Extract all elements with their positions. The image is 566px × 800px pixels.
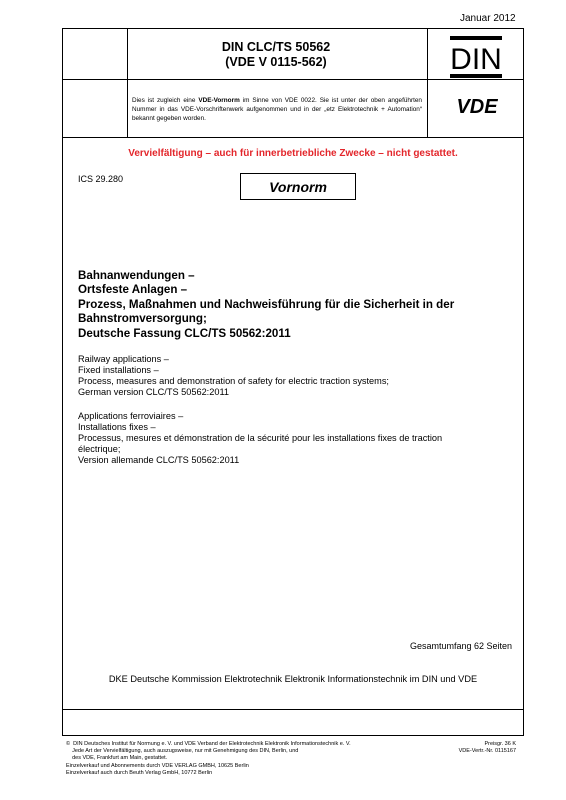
din-logo-text: DIN <box>450 43 502 76</box>
german-title <box>78 269 518 341</box>
footer-line: Einzelverkauf auch durch Beuth Verlag GmbH, 10772 Berlin <box>66 769 213 776</box>
total-pages: Gesamtumfang 62 Seiten <box>410 641 513 651</box>
french-title-line: électrique; <box>78 444 121 454</box>
english-title <box>78 354 518 398</box>
vde-note <box>132 96 422 123</box>
divider-right-column <box>427 29 428 137</box>
document-type: Vornorm <box>269 178 327 195</box>
divider-note <box>63 137 523 138</box>
footer-line: Einzelverkauf und Abonnements durch VDE VERLAG GMBH, 10625 Berlin <box>66 762 249 769</box>
din-number: DIN CLC/TS 50562 <box>221 40 331 54</box>
german-title-line: Prozess, Maßnahmen und Nachweisführung für die Sicherheit in der <box>78 297 455 311</box>
german-title-line: Bahnstromversorgung; <box>78 312 207 326</box>
vde-note-rest: im Sinne von VDE 0022. Sie ist unter der oben angeführten Nummer in das VDE-Vorschriftenwerk aufgenommen und in der „etz Elektrotechnik + Automation“ bekannt gegeben worden. <box>132 97 422 122</box>
vde-number: (VDE V 0115-562) <box>225 55 327 69</box>
english-title-line: German version CLC/TS 50562:2011 <box>78 387 229 397</box>
footer-line: © DIN Deutsches Institut für Normung e. V. und VDE Verband der Elektrotechnik Elektronik Informationstechnik e. V. <box>66 741 351 747</box>
ics-code: ICS 29.280 <box>78 174 124 184</box>
document-type-box <box>240 173 356 200</box>
vde-note-prefix: Dies ist zugleich eine <box>132 97 199 104</box>
english-title-line: Process, measures and demonstration of safety for electric traction systems; <box>78 376 389 386</box>
footer-price <box>430 741 516 755</box>
publication-date: Januar 2012 <box>460 13 516 24</box>
vde-note-bold: VDE-Vornorm <box>198 97 240 104</box>
din-logo <box>450 36 502 78</box>
vde-logo-text: VDE <box>456 96 498 116</box>
document-number <box>128 40 424 70</box>
french-title-line: Processus, mesures et démonstration de la sécurité pour les installations fixes de traction <box>78 433 443 443</box>
vde-logo <box>446 96 508 116</box>
english-title-line: Fixed installations – <box>78 365 159 375</box>
french-title-line: Installations fixes – <box>78 422 156 432</box>
footer-line: Jede Art der Vervielfältigung, auch auszugsweise, nur mit Genehmigung des DIN, Berlin, und <box>66 748 299 755</box>
german-title-line: Deutsche Fassung CLC/TS 50562:2011 <box>78 326 291 340</box>
french-title <box>78 411 518 466</box>
divider-header <box>63 79 523 80</box>
footer-line: des VDE, Frankfurt am Main, gestattet. <box>66 755 168 762</box>
french-title-line: Applications ferroviaires – <box>78 411 184 421</box>
price-group: Preisgr. 36 K <box>484 741 516 747</box>
french-title-line: Version allemande CLC/TS 50562:2011 <box>78 455 240 465</box>
copy-warning: Vervielfältigung – auch für innerbetriebliche Zwecke – nicht gestattet. <box>128 148 458 159</box>
english-title-line: Railway applications – <box>78 354 169 364</box>
dke-line: DKE Deutsche Kommission Elektrotechnik Elektronik Informationstechnik im DIN und VDE <box>108 674 478 684</box>
divider-footer <box>63 709 523 710</box>
footer-copyright <box>66 741 426 777</box>
german-title-line: Bahnanwendungen – <box>78 269 195 282</box>
vde-order-number: VDE-Vertr.-Nr. 0115167 <box>458 748 516 755</box>
german-title-line: Ortsfeste Anlagen – <box>78 283 188 297</box>
